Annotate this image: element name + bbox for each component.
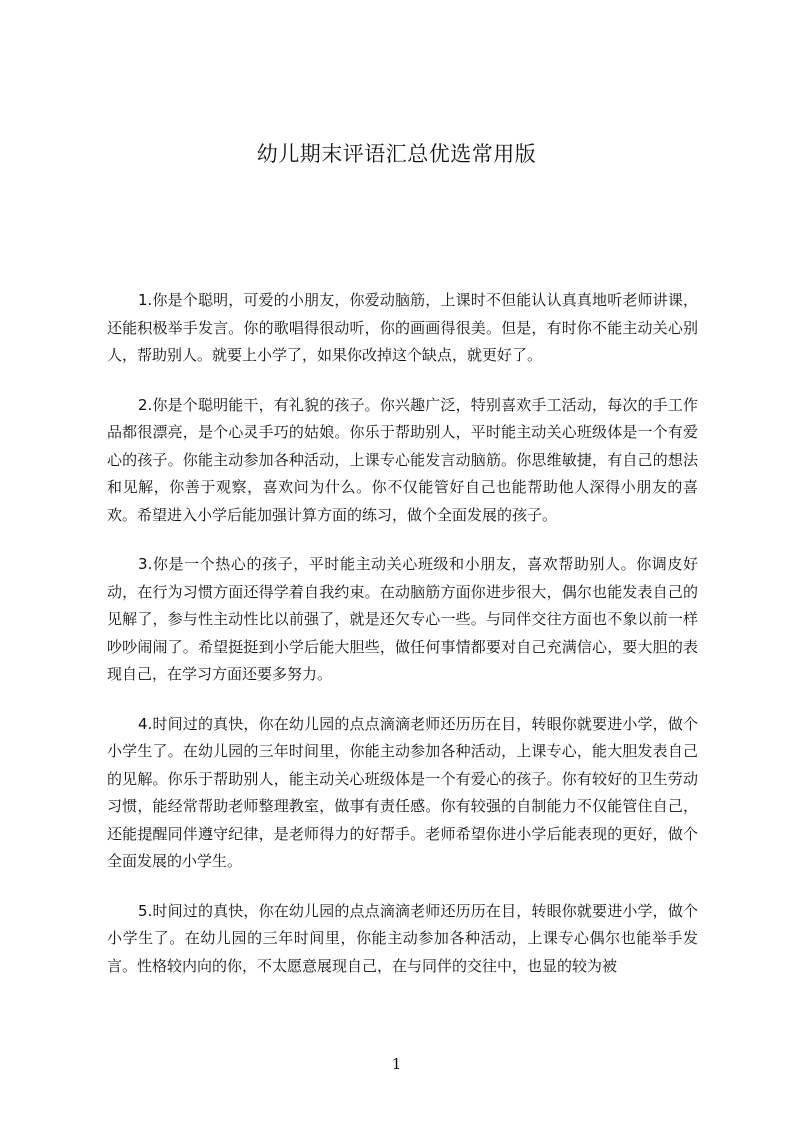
paragraph-4: 4.时间过的真快，你在幼儿园的点点滴滴老师还历历在目，转眼你就要进小学，做个小学生了。在幼儿园的三年时间里，你能主动参加各种活动，上课专心，能大胆发表自己的见解。你乐于帮助别人，能主动关心班级体是一个有爱心的孩子。你有较好的卫生劳动习惯，能经常帮助老师整理教室，做事有责任感。你有较强的自制能力不仅能管住自己，还能提醒同伴遵守纪律，是老师得力的好帮手。老师希望你进小学后能表现的更好，做个全面发展的小学生。 xyxy=(107,714,698,870)
paragraph-5: 5.时间过的真快，你在幼儿园的点点滴滴老师还历历在目，转眼你就要进小学，做个小学生了。在幼儿园的三年时间里，你能主动参加各种活动，上课专心偶尔也能举手发言。性格较内向的你，不太愿意展现自己，在与同伴的交往中，也显的较为被 xyxy=(107,901,698,975)
document-body xyxy=(107,287,698,1002)
paragraph-3: 3.你是一个热心的孩子，平时能主动关心班级和小朋友，喜欢帮助别人。你调皮好动，在行为习惯方面还得学着自我约束。在动脑筋方面你进步很大，偶尔也能发表自己的见解了，参与性主动性比以前强了，就是还欠专心一些。与同伴交往方面也不象以前一样吵吵闹闹了。希望挺挺到小学后能大胆些，做任何事情都要对自己充满信心，要大胆的表现自己，在学习方面还要多努力。 xyxy=(107,555,698,683)
document-title: 幼儿期末评语汇总优选常用版 xyxy=(256,142,537,166)
paragraph-2: 2.你是个聪明能干，有礼貌的孩子。你兴趣广泛，特别喜欢手工活动，每次的手工作品都很漂亮，是个心灵手巧的姑娘。你乐于帮助别人，平时能主动关心班级体是一个有爱心的孩子。你能主动参加各种活动，上课专心能发言动脑筋。你思维敏捷，有自己的想法和见解，你善于观察，喜欢问为什么。你不仅能管好自己也能帮助他人深得小朋友的喜欢。希望进入小学后能加强计算方面的练习，做个全面发展的孩子。 xyxy=(107,395,698,524)
page-number: 1 xyxy=(391,1055,402,1073)
paragraph-1: 1.你是个聪明，可爱的小朋友，你爱动脑筋，上课时不但能认认真真地听老师讲课，还能积极举手发言。你的歌唱得很动听，你的画画得很美。但是，有时你不能主动关心别人，帮助别人。就要上小学了，如果你改掉这个缺点，就更好了。 xyxy=(107,291,698,364)
